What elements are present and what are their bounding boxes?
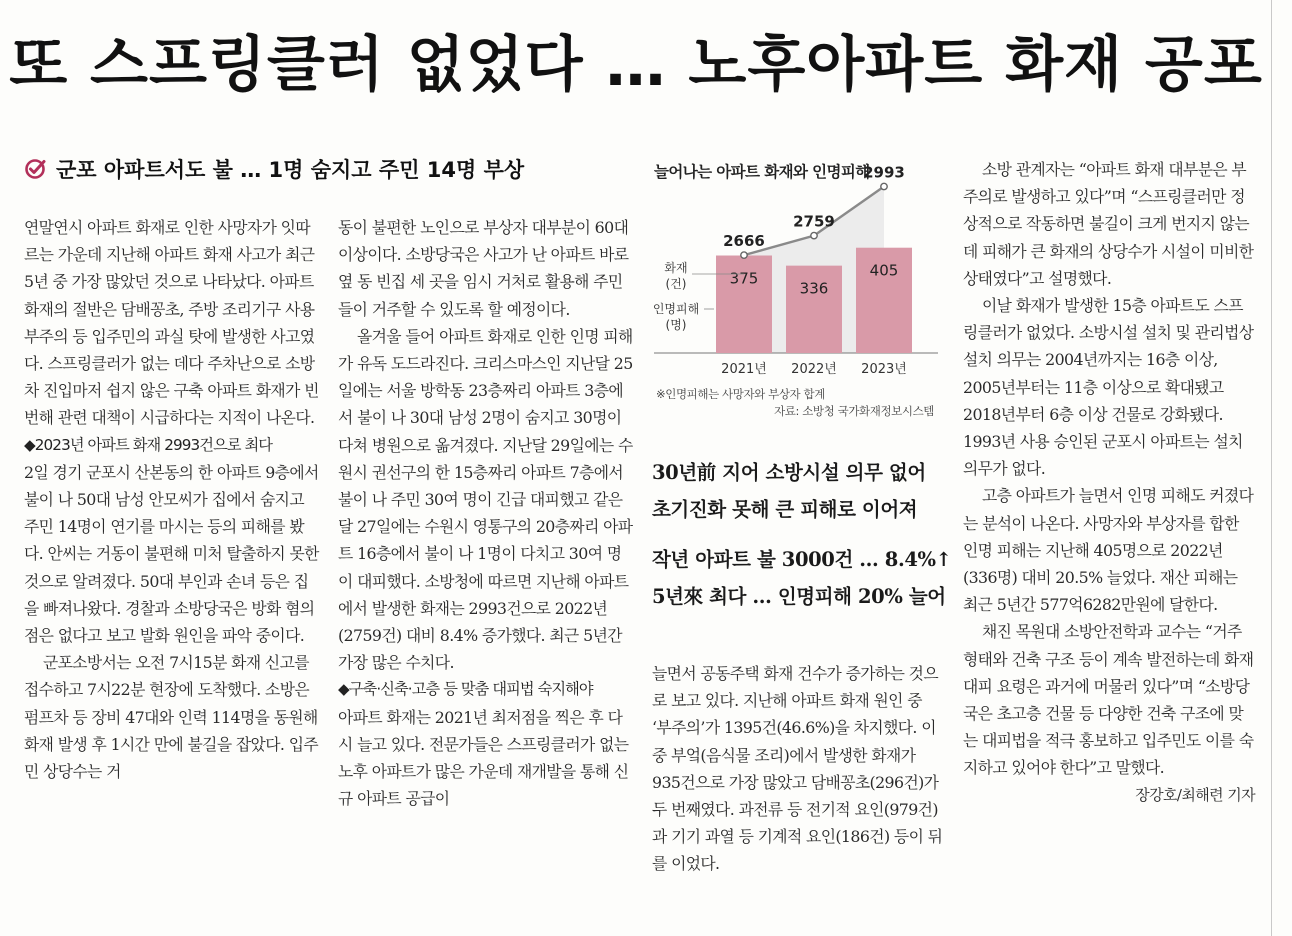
byline: 장강호/최해련 기자 [1135,785,1255,804]
paragraph: 이날 화재가 발생한 15층 아파트도 스프링클러가 없었다. 소방시설 설치 및 관리법상 설치 의무는 2004년까지는 16층 이상, 2005년부터는 11층 이상으로 확대됐고 2018년부터 6층 이상 건물로 강화됐다. 1993년 사용 승인된 군포시 아파트는 설치 의무가 없다. [963,296,1254,479]
casualty-axis-unit: (명) [665,318,687,332]
paragraph: 군포소방서는 오전 7시15분 화재 신고를 접수하고 7시22분 현장에 도착했다. 소방은 펌프차 등 장비 47대와 인력 114명을 동원해 화재 발생 후 1시간 만에 불길을 잡았다. 입주민 상당수는 거 [24,653,319,782]
casualty-value-label: 336 [799,279,829,298]
deck-line: 30년前 지어 소방시설 의무 없어 [652,461,926,484]
subheadline: 군포 아파트서도 불 … 1명 숨지고 주민 14명 부상 [56,158,525,182]
paragraph: 채진 목원대 소방안전학과 교수는 “거주 형태와 건축 구조 등이 계속 발전하는데 화재 대피 요령은 과거에 머물러 있다”며 “소방당국은 초고층 건물 등 다양한 건축 구조에 맞는 대피법을 적극 홍보하고 입주민도 이를 숙지하고 있어야 한다”고 말했다. [963,622,1254,778]
year-tick-label: 2023년 [861,362,907,377]
chart-title: 늘어나는 아파트 화재와 인명피해 [654,163,870,181]
deck-line: 5년來 최다 … 인명피해 20% 늘어 [652,585,946,608]
article-column-1 [24,214,322,785]
deck-line: 작년 아파트 불 3000건 … 8.4%↑ [652,548,952,571]
fire-count-point [881,183,887,189]
fire-count-point [811,232,817,238]
year-tick-label: 2022년 [791,362,837,377]
mini-heading: ◆구축·신축·고층 등 맞춤 대피법 숙지해야 [338,680,593,699]
fire-count-label: 2666 [723,232,765,251]
fire-axis-unit: (건) [665,277,687,291]
fire-axis-label: 화재 [664,261,688,275]
article-column-2 [338,214,636,812]
deck-line: 초기진화 못해 큰 피해로 이어져 [652,498,918,521]
paragraph: 고층 아파트가 늘면서 인명 피해도 커졌다는 분석이 나온다. 사망자와 부상자를 합한 인명 피해는 지난해 405명으로 2022년(336명) 대비 20.5% 늘었다. 재산 피해는 최근 5년간 577억6282만원에 달한다. [963,486,1254,615]
chart-note: ※인명피해는 사망자와 부상자 합계 [656,387,825,401]
paragraph: 동이 불편한 노인으로 부상자 대부분이 60대 이상이다. 소방당국은 사고가 난 아파트 바로 옆 동 빈집 세 곳을 임시 거처로 활용해 주민들이 거주할 수 있도록 할 예정이다. [338,218,629,319]
paragraph: 올겨울 들어 아파트 화재로 인한 인명 피해가 유독 도드라진다. 크리스마스인 지난달 25일에는 서울 방학동 23층짜리 아파트 3층에서 불이 나 30대 남성 2명이 숨지고 30명이 다쳐 병원으로 옮겨졌다. 지난달 29일에는 수원시 권선구의 한 15층짜리 아파트 7층에서 불이 나 주민 30여 명이 긴급 대피했고 같은 달 27일에는 수원시 영통구의 20층짜리 아파트 16층에서 불이 나 1명이 다치고 30여 명이 대피했다. 소방청에 따르면 지난해 아파트에서 발생한 화재는 2993건으로 2022년(2759건) 대비 8.4% 증가했다. 최근 5년간 가장 많은 수치다. [338,326,633,673]
casualty-axis-label: 인명피해 [652,302,700,316]
paragraph: 2일 경기 군포시 산본동의 한 아파트 9층에서 불이 나 50대 남성 안모씨가 집에서 숨지고 주민 14명이 연기를 마시는 등의 피해를 봤다. 안씨는 거동이 불편해 미처 탈출하지 못한 것으로 알려졌다. 50대 부인과 손녀 등은 집을 빠져나왔다. 경찰과 소방당국은 방화 혐의점은 없다고 보고 발화 원인을 파악 중이다. [24,462,319,646]
fire-count-label: 2759 [793,212,835,231]
checkmark-icon [24,158,46,180]
article-column-3 [652,660,944,878]
year-tick-label: 2021년 [721,362,767,377]
column-divider [1271,0,1272,936]
headline: 또 스프링클러 없었다 … 노후아파트 화재 공포 [9,30,1263,100]
subheadline-row [24,154,524,184]
casualty-value-label: 405 [869,261,899,280]
chart-source: 자료: 소방청 국가화재정보시스템 [774,404,934,418]
fire-count-point [741,252,747,258]
mini-heading: ◆2023년 아파트 화재 2993건으로 최다 [24,435,273,454]
fire-count-label: 2993 [863,163,905,182]
paragraph: 늘면서 공동주택 화재 건수가 증가하는 것으로 보고 있다. 지난해 아파트 화재 원인 중 ‘부주의’가 1395건(46.6%)을 차지했다. 이 중 부엌(음식물 조리)에서 발생한 화재가 935건으로 가장 많았고 담배꽁초(296건)가 두 번째였다. 과전류 등 전기적 요인(979건)과 기기 과열 등 기계적 요인(186건) 등이 뒤를 이었다. [652,664,943,874]
article-column-4 [963,156,1255,809]
casualty-value-label: 375 [729,269,759,288]
paragraph: 연말연시 아파트 화재로 인한 사망자가 잇따르는 가운데 지난해 아파트 화재 사고가 최근 5년 중 가장 많았던 것으로 나타났다. 아파트 화재의 절반은 담배꽁초, 주방 조리기구 사용 부주의 등 입주민의 과실 탓에 발생한 사고였다. 스프링클러가 없는 데다 주차난으로 소방차 진입마저 쉽지 않은 구축 아파트 화재가 빈번해 관련 대책이 시급하다는 지적이 나온다. [24,218,319,428]
paragraph: 소방 관계자는 “아파트 화재 대부분은 부주의로 발생하고 있다”며 “스프링클러만 정상적으로 작동하면 불길이 크게 번지지 않는데 피해가 큰 화재의 상당수가 시설이 미비한 상태였다”고 설명했다. [963,160,1254,288]
paragraph: 아파트 화재는 2021년 최저점을 찍은 후 다시 늘고 있다. 전문가들은 스프링클러가 없는 노후 아파트가 많은 가운데 재개발을 통해 신규 아파트 공급이 [338,707,629,809]
